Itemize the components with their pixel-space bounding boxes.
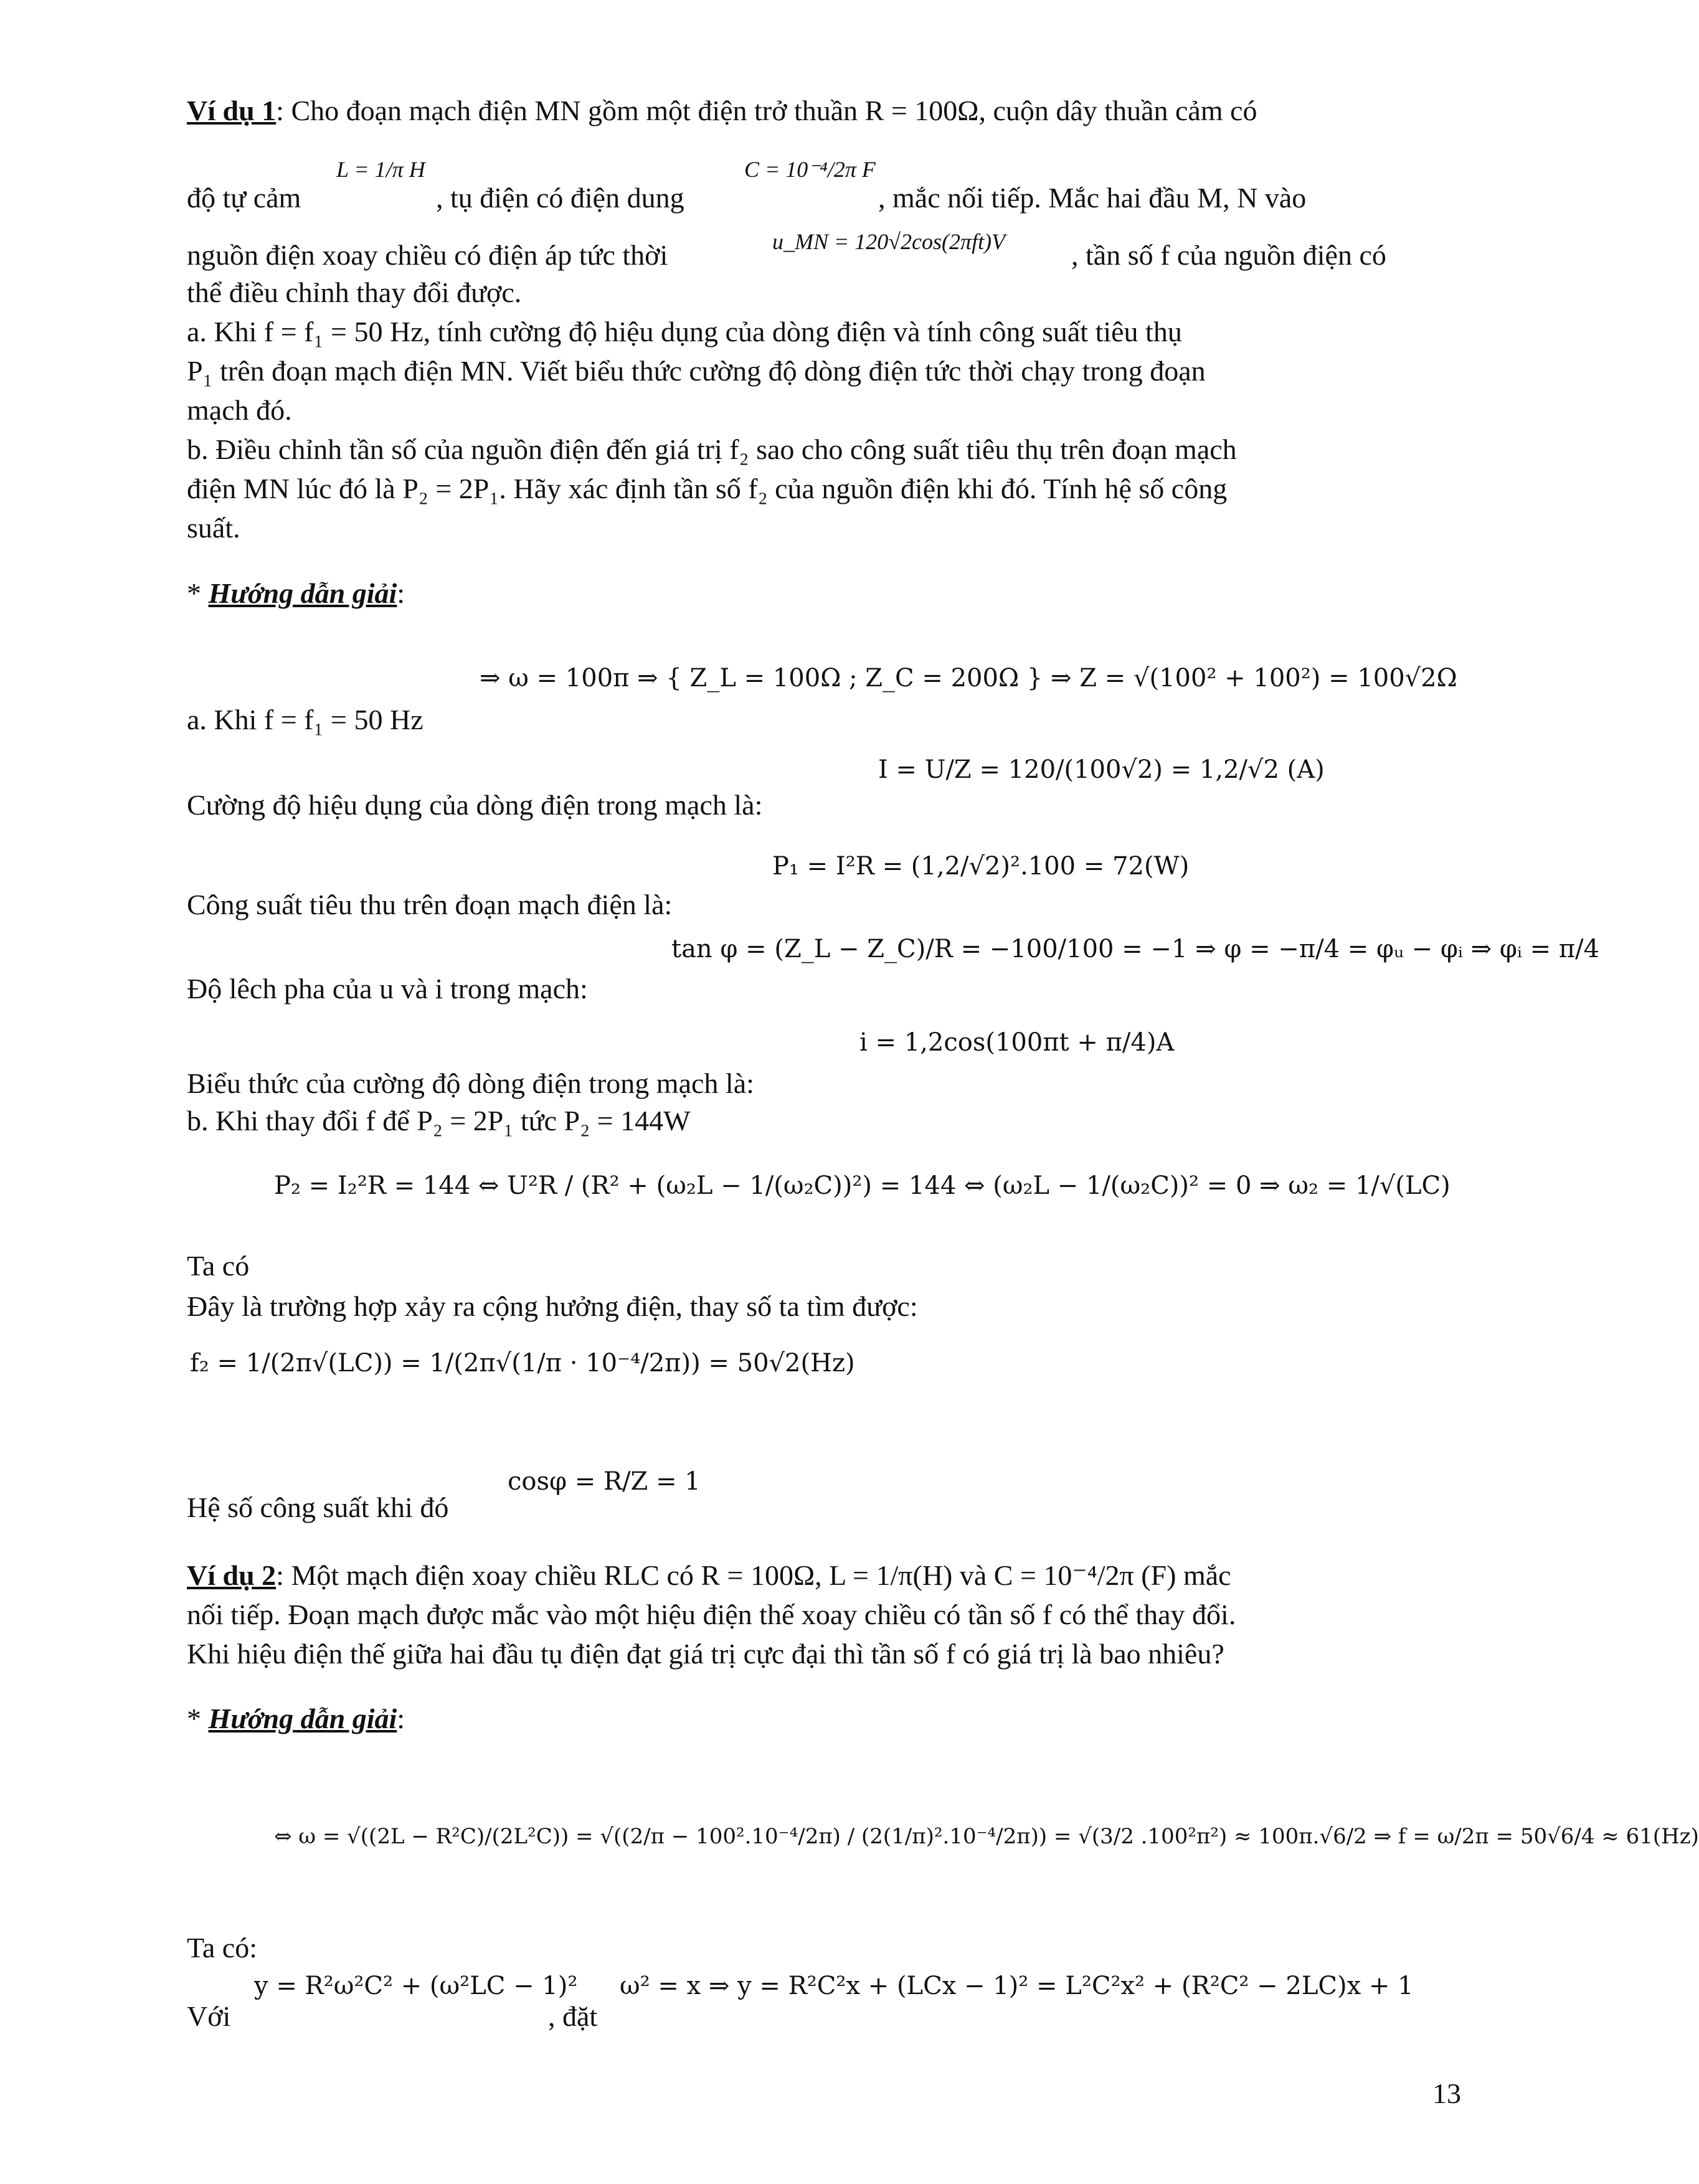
sol1-ta-co: Ta có xyxy=(187,1250,250,1282)
ex1-line-10: suất. xyxy=(187,512,240,544)
sol1-do-lech: Độ lêch pha của u và i trong mạch: xyxy=(187,973,588,1005)
sol1-he-so: Hệ số công suất khi đó xyxy=(187,1491,449,1523)
equation-y: y = R²ω²C² + (ω²LC − 1)² xyxy=(254,1972,578,2000)
sol2-voi: Với xyxy=(187,2000,231,2032)
ex1-text: : Cho đoạn mạch điện MN gồm một điện trở thuần R = 100Ω, cuộn dây thuần cảm có xyxy=(276,95,1257,126)
sol1-cong-suat: Công suất tiêu thu trên đoạn mạch điện là: xyxy=(187,889,673,920)
sol1-b-line: b. Khi thay đổi f để P₂ = 2P₁ tức P₂ = 144W xyxy=(187,1105,691,1137)
sol1-cuong-do: Cường độ hiệu dụng của dòng điện trong mạch là: xyxy=(187,789,763,821)
page-number: 13 xyxy=(1432,2078,1461,2109)
sol1-a-line: a. Khi f = f₁ = 50 Hz xyxy=(187,704,424,735)
sol2-ta-co: Ta có: xyxy=(187,1932,258,1964)
solution-2-heading xyxy=(187,1701,405,1736)
ex1-line-3 xyxy=(187,238,668,273)
ex1-text: độ tự cảm xyxy=(187,182,301,214)
ex1-text: , tần số f của nguồn điện có xyxy=(1071,239,1386,271)
colon: : xyxy=(397,577,405,609)
ex2-line-2: nối tiếp. Đoạn mạch được mắc vào một hiệu điện thế xoay chiều có tần số f có thể thay đổi. xyxy=(187,1599,1236,1630)
ex1-line-7: mạch đó. xyxy=(187,394,292,426)
equation-i: i = 1,2cos(100πt + π/4)A xyxy=(859,1028,1175,1057)
solution-heading: Hướng dẫn giải xyxy=(208,1703,397,1734)
ex2-text: : Một mạch điện xoay chiều RLC có R = 100Ω, L = 1/π(H) và C = 10⁻⁴/2π (F) mắc xyxy=(276,1559,1231,1591)
equation-tan: tan φ = (Z_L − Z_C)/R = −100/100 = −1 ⇒ φ = −π/4 = φᵤ − φᵢ ⇒ φᵢ = π/4 xyxy=(671,935,1600,963)
ex1-line-6: P₁ trên đoạn mạch điện MN. Viết biểu thức cường độ dòng điện tức thời chạy trong đoạn xyxy=(187,355,1206,387)
sol1-day-la: Đây là trường hợp xảy ra cộng hưởng điện, thay số ta tìm được: xyxy=(187,1290,918,1322)
sol2-dat: , đặt xyxy=(548,2000,598,2032)
equation-omega-2: ⇔ ω = √((2L − R²C)/(2L²C)) = √((2/π − 100².10⁻⁴/2π) / (2(1/π)².10⁻⁴/2π)) = √(3/2 .100²π²) ≈ 100π.√6/2 ⇒ f = ω/2π = 50√6/4 ≈ 61(Hz) xyxy=(274,1824,1699,1849)
ex1-line-2b xyxy=(436,181,684,215)
equation-I: I = U/Z = 120/(100√2) = 1,2/√2 (A) xyxy=(878,755,1325,784)
ex1-line-1 xyxy=(187,93,1257,128)
ex1-text: , mắc nối tiếp. Mắc hai đầu M, N vào xyxy=(878,182,1307,214)
ex1-heading: Ví dụ 1 xyxy=(187,95,277,126)
equation-x: ω² = x ⇒ y = R²C²x + (LCx − 1)² = L²C²x² + (R²C² − 2LC)x + 1 xyxy=(620,1972,1414,2000)
ex1-line-3b xyxy=(1071,238,1386,273)
colon: : xyxy=(397,1703,405,1734)
ex1-line-4: thể điều chỉnh thay đổi được. xyxy=(187,277,522,308)
equation-L: L = 1/π H xyxy=(336,157,425,182)
ex2-line-1 xyxy=(187,1558,1231,1593)
equation-C: C = 10⁻⁴/2π F xyxy=(744,157,876,182)
equation-cos: cosφ = R/Z = 1 xyxy=(508,1467,701,1496)
ex2-heading: Ví dụ 2 xyxy=(187,1559,277,1591)
ex1-line-2 xyxy=(187,181,301,215)
star: * xyxy=(187,1703,209,1734)
equation-P1: P₁ = I²R = (1,2/√2)².100 = 72(W) xyxy=(772,852,1190,881)
star: * xyxy=(187,577,209,609)
solution-1-heading xyxy=(187,576,405,611)
sol1-bieu-thuc: Biểu thức của cường độ dòng điện trong mạch là: xyxy=(187,1067,754,1099)
solution-heading: Hướng dẫn giải xyxy=(208,577,397,609)
ex1-line-5: a. Khi f = f₁ = 50 Hz, tính cường độ hiệu dụng của dòng điện và tính công suất tiêu thụ xyxy=(187,316,1182,347)
ex1-text: nguồn điện xoay chiều có điện áp tức thời xyxy=(187,239,668,271)
ex1-line-9: điện MN lúc đó là P₂ = 2P₁. Hãy xác định tần số f₂ của nguồn điện khi đó. Tính hệ số công xyxy=(187,473,1228,504)
equation-f2: f₂ = 1/(2π√(LC)) = 1/(2π√(1/π · 10⁻⁴/2π)) = 50√2(Hz) xyxy=(190,1349,855,1378)
ex1-text: , tụ điện có điện dung xyxy=(436,182,684,214)
equation-u: u_MN = 120√2cos(2πft)V xyxy=(772,229,1006,254)
ex1-line-2c xyxy=(878,181,1306,215)
ex2-line-3: Khi hiệu điện thế giữa hai đầu tụ điện đạt giá trị cực đại thì tần số f có giá trị là bao nhiêu? xyxy=(187,1638,1224,1670)
ex1-line-8: b. Điều chỉnh tần số của nguồn điện đến giá trị f₂ sao cho công suất tiêu thụ trên đoạn mạch xyxy=(187,433,1237,465)
equation-P2: P₂ = I₂²R = 144 ⇔ U²R / (R² + (ω₂L − 1/(ω₂C))²) = 144 ⇔ (ω₂L − 1/(ω₂C))² = 0 ⇒ ω₂ = 1/√(LC) xyxy=(274,1171,1451,1200)
equation-omega: ⇒ ω = 100π ⇒ { Z_L = 100Ω ; Z_C = 200Ω } ⇒ Z = √(100² + 100²) = 100√2Ω xyxy=(480,664,1457,693)
